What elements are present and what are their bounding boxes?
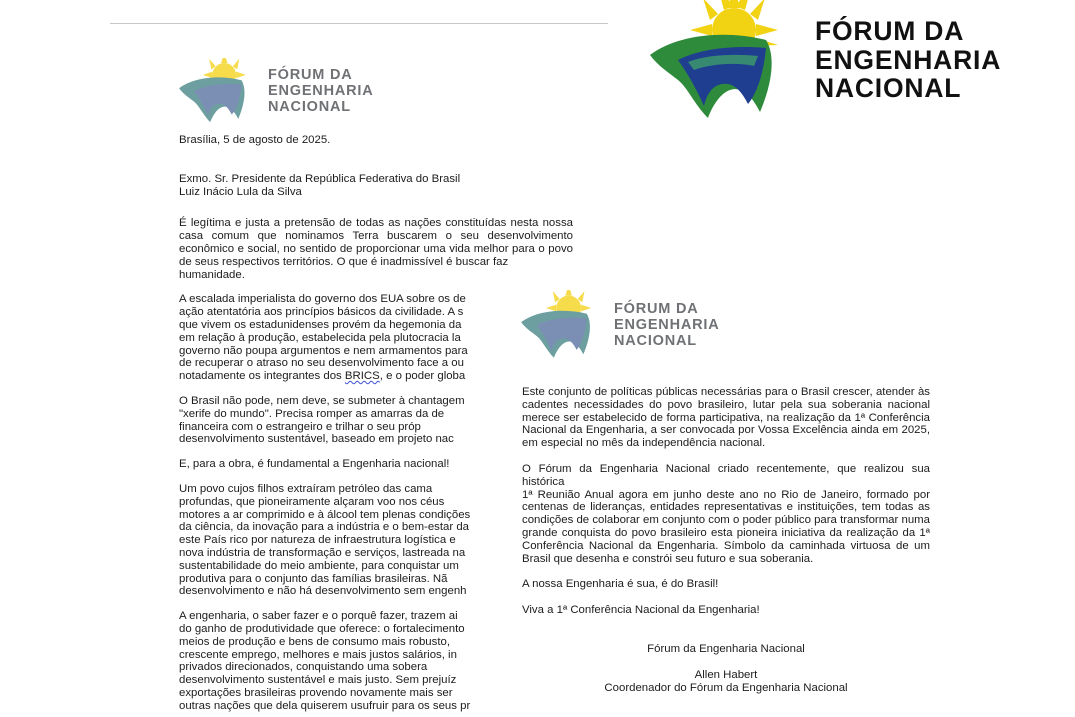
recipient-name: Luiz Inácio Lula da Silva [179, 185, 302, 198]
signature-organization: Fórum da Engenharia Nacional [647, 642, 805, 655]
forum-logo-page2 [520, 290, 719, 360]
paragraph-line: "xerife do mundo". Precisa romper as amarras da de [179, 407, 445, 420]
logo-text-line-1: FÓRUM DA [815, 16, 965, 47]
logo-text-line-1: FÓRUM DA [614, 301, 699, 317]
forum-emblem-icon [178, 58, 256, 124]
brics-spellcheck-word: BRICS [344, 370, 380, 383]
paragraph-line: da ciência, da inovação para a indústria e o bem-estar da [179, 521, 470, 534]
paragraph-line: meios de produção e bens de consumo mais robusto, [179, 635, 451, 648]
paragraph-4: E, para a obra, é fundamental a Engenharia nacional! [179, 458, 450, 471]
paragraph-line: produtiva para o conjunto das famílias brasileiras. Nã [179, 572, 448, 585]
paragraph-line: este País rico por natureza de infraestrutura logística e [179, 534, 456, 547]
text-run: , e o poder globa [379, 370, 466, 383]
paragraph-4: Viva a 1ª Conferência Nacional da Engenharia! [522, 604, 760, 617]
paragraph-line: profundas, que pioneiramente alçaram voo nos céus [179, 495, 445, 508]
paragraph-line: A engenharia, o saber fazer e o porquê fazer, trazem ai [179, 610, 458, 623]
paragraph-line: nova indústria de transformação e serviços, lastreada na [179, 546, 466, 559]
forum-emblem-icon [520, 290, 602, 360]
logo-text-line-3: NACIONAL [815, 73, 962, 104]
paragraph-1: É legítima e justa a pretensão de todas as nações constituídas nesta nossa casa comum que nominamos Terra buscarem o seu desenvolvimento econômico e social, no sentido de proporcionar uma vida melhor para o povo de seus respectivos territórios. O que é inadmissível é buscar faz [179, 217, 573, 268]
paragraph-line: exportações brasileiras provendo novamente mais ser [179, 686, 453, 699]
letter-date: Brasília, 5 de agosto de 2025. [179, 134, 331, 146]
text-run: notadamente os integrantes dos [179, 370, 345, 383]
signature-title: Coordenador do Fórum da Engenharia Nacional [604, 681, 848, 694]
paragraph-line: O Brasil não pode, nem deve, se submeter à chantagem [179, 394, 465, 407]
logo-text-line-1: FÓRUM DA [268, 67, 353, 83]
paragraph-line: outras nações que dela quiserem usufruir para os seus pr [179, 699, 471, 712]
paragraph-line: Um povo cujos filhos extraíram petróleo das cama [179, 482, 433, 495]
paragraph-line: do ganho de produtividade que oferece: o fortalecimento [179, 622, 465, 635]
paragraph-3: A nossa Engenharia é sua, é do Brasil! [522, 578, 719, 591]
paragraph-line: privados direcionados, conquistando uma sobera [179, 661, 428, 674]
paragraph-line: desenvolvimento sustentável e mais justo. Sem prejuíz [179, 674, 457, 687]
forum-emblem-icon [648, 0, 793, 120]
paragraph-line: em relação à produção, estabelecida pela plutocracia la [179, 331, 461, 344]
forum-logo-large [648, 0, 1001, 120]
forum-logo-page1 [178, 58, 373, 124]
paragraph-line: ação atentatória aos princípios básicos da civilidade. A s [179, 306, 464, 319]
paragraph-1: Este conjunto de políticas públicas necessárias para o Brasil crescer, atender às cadentes necessidades do povo brasileiro, lutar pela sua soberania nacional merece ser estabelecido de forma participativa, na realização da 1ª Conferência Nacional da Engenharia, a ser convocada por Vossa Excelência ainda em 2025, em especial no mês da independência nacional. [522, 386, 930, 450]
paragraph-line: desenvolvimento e não há desenvolvimento sem engenh [179, 585, 467, 598]
paragraph-line: governo não poupa argumentos e nem armamentos para [179, 344, 468, 357]
logo-text-line-2: ENGENHARIA [614, 317, 720, 333]
paragraph-line: que vivem os estadunidenses provém da hegemonia da [179, 318, 462, 331]
logo-text-line-2: ENGENHARIA [815, 44, 1002, 75]
signature-name: Allen Habert [694, 668, 758, 681]
paragraph-2: 1ª Reunião Anual agora em junho deste ano no Rio de Janeiro, formado por centenas de lideranças, entidades representativas e instituições, tem todas as condições de colaborar em conjunto com o poder público para transformar numa grande conquista do povo brasileiro esta pioneira iniciativa da realização da 1ª Conferência Nacional da Engenharia. Símbolo da caminhada virtuosa de um Brasil que desenha e constrói seu futuro e sua soberania. [522, 488, 930, 565]
paragraph-2-first-line: O Fórum da Engenharia Nacional criado recentemente, que realizou sua histórica [522, 462, 930, 488]
page-top-divider [110, 23, 608, 24]
logo-text-line-3: NACIONAL [268, 99, 351, 115]
recipient-title: Exmo. Sr. Presidente da República Federativa do Brasil [179, 172, 461, 185]
paragraph-line: crescente emprego, melhores e mais justos salários, in [179, 648, 457, 661]
logo-text-line-3: NACIONAL [614, 333, 697, 349]
paragraph-line: sustentabilidade do meio ambiente, para conquistar um [179, 559, 459, 572]
paragraph-line: de recuperar o atraso no seu desenvolvimento face a ou [179, 357, 464, 370]
paragraph-line: A escalada imperialista do governo dos EUA sobre os de [179, 293, 466, 306]
paragraph-line: motores a ar comprimido e à álcool tem plenas condições [179, 508, 471, 521]
letter-page-2-body [522, 386, 930, 694]
logo-text-line-2: ENGENHARIA [268, 83, 374, 99]
paragraph-line: financeira com o estrangeiro e trilhar o seu próp [179, 420, 421, 433]
paragraph-line: desenvolvimento sustentável, baseado em projeto nac [179, 433, 454, 446]
paragraph-1-end: humanidade. [179, 268, 245, 281]
